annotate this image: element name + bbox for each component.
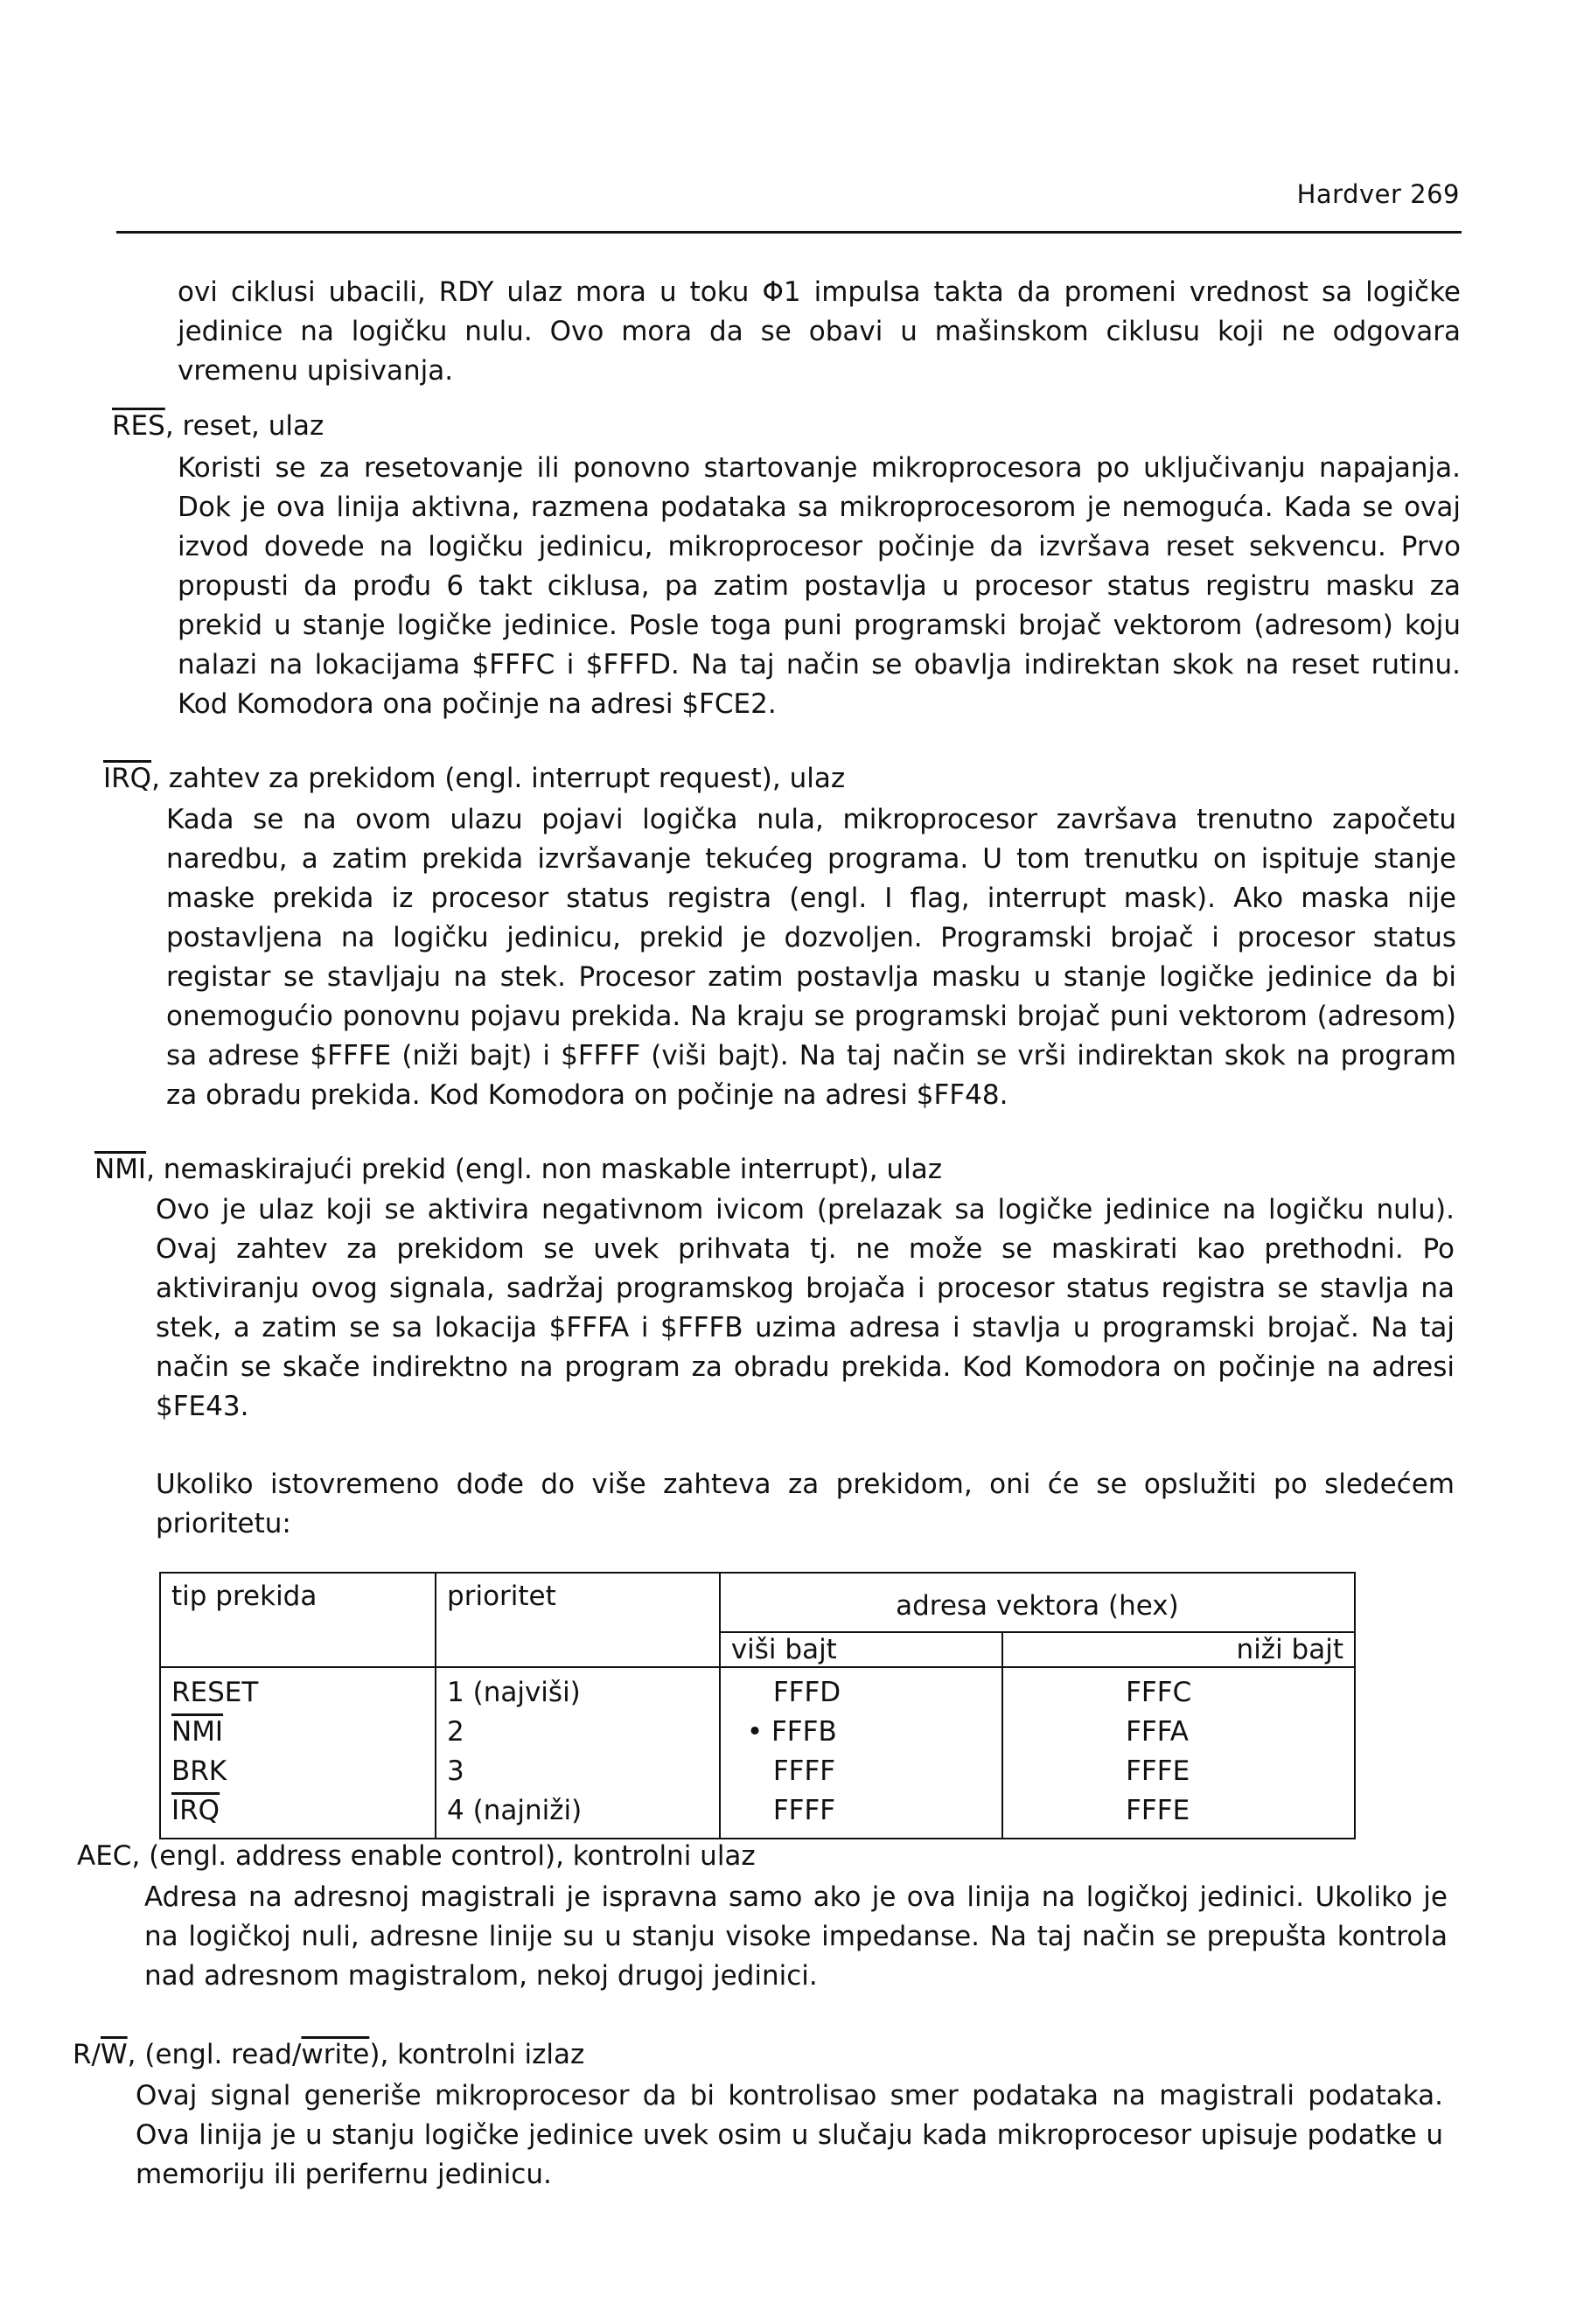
row-priority: 3 — [436, 1752, 720, 1791]
row-type: RESET — [160, 1667, 436, 1713]
row-priority: 4 (najniži) — [436, 1791, 720, 1839]
res-heading-text: , reset, ulaz — [164, 410, 324, 442]
col-priority-header: prioritet — [436, 1573, 720, 1667]
col-vector-header: adresa vektora (hex) — [720, 1573, 1355, 1632]
nmi-heading — [94, 1150, 942, 1190]
col-type-header: tip prekida — [160, 1573, 436, 1667]
row-type: $\overline{NMI}$ — [160, 1713, 436, 1752]
aec-heading: AEC, (engl. address enable control), kontrolni ulaz — [77, 1840, 756, 1872]
irq-paragraph: Kada se na ovom ulazu pojavi logička nula, mikroprocesor završava trenutno započetu naredbu, a zatim prekida izvršavanje tekućeg programa. U tom trenutku on ispituje stanje maske prekida iz procesor status registra (engl. I flag, interrupt mask). Ako maska nije postavljena na logičku jedinicu, prekid je dozvoljen. Programski brojač i procesor status registar se stavljaju na stek. Procesor zatim postavlja masku u stanje logičke jedinice da bi onemogućio ponovnu pojavu prekida. Na kraju se programski brojač puni vektorom (adresom) sa adrese $FFFE (niži bajt) i $FFFF (viši bajt). Na taj način se vrši indirektan skok na program za obradu prekida. Kod Komodora on počinje na adresi $FF48. — [166, 804, 1456, 1111]
aec-paragraph: Adresa na adresnoj magistrali je ispravna samo ako je ova linija na logičkoj jedinici. Ukoliko je na logičkoj nuli, adresne linije su u stanju visoke impedanse. Na taj način se prepušta kontrola nad adresnom magistralom, nekoj drugoj jedinici. — [144, 1881, 1448, 1992]
row-high: FFFD — [720, 1667, 1002, 1713]
table-row — [160, 1667, 1355, 1713]
res-signal: $\overline{RES}$ — [112, 410, 165, 442]
row-type: $\overline{IRQ}$ — [160, 1791, 436, 1839]
priority-intro: Ukoliko istovremeno dođe do više zahteva za prekidom, oni će se opslužiti po sledećem prioritetu: — [156, 1469, 1455, 1539]
row-high: • FFFB — [720, 1713, 1002, 1752]
col-low-header: niži bajt — [1002, 1632, 1355, 1667]
row-low: FFFE — [1002, 1791, 1355, 1839]
intro-paragraph: ovi ciklusi ubacili, RDY ulaz mora u toku Φ1 impulsa takta da promeni vrednost sa logičke jedinice na logičku nulu. Ovo mora da se obavi u mašinskom ciklusu koji ne odgovara vremenu upisivanja. — [178, 276, 1461, 387]
irq-signal: $\overline{IRQ}$ — [103, 763, 152, 794]
res-paragraph: Koristi se za resetovanje ili ponovno startovanje mikroprocesora po uključivanju napajanja. Dok je ova linija aktivna, razmena podataka sa mikroprocesorom je nemoguća. Kada se ovaj izvod dovede na logičku jedinicu, mikroprocesor počinje da izvršava reset sekvencu. Prvo propusti da prođu 6 takt ciklusa, pa zatim postavlja u procesor status registru masku za prekid u stanje logičke jedinice. Posle toga puni programski brojač vektorom (adresom) koju nalazi na lokacijama $FFFC i $FFFD. Na taj način se obavlja indirektan skok na reset rutinu. Kod Komodora ona počinje na adresi $FCE2. — [178, 452, 1461, 720]
rw-paragraph: Ovaj signal generiše mikroprocesor da bi kontrolisao smer podataka na magistrali podataka. Ova linija je u stanju logičke jedinice uvek osim u slučaju kada mikroprocesor upisuje podatke u memoriju ili perifernu jedinicu. — [136, 2080, 1443, 2190]
res-heading — [112, 407, 324, 446]
running-head: Hardver 269 — [1296, 179, 1460, 209]
row-high: FFFF — [720, 1752, 1002, 1791]
rw-heading: $R/\overline{W}$, (engl. read/write), kontrolni izlaz — [73, 2039, 585, 2070]
nmi-signal: $\overline{NMI}$ — [94, 1154, 147, 1185]
table-row — [160, 1713, 1355, 1752]
row-low: FFFA — [1002, 1713, 1355, 1752]
priority-table — [159, 1572, 1356, 1839]
row-priority: 1 (najviši) — [436, 1667, 720, 1713]
nmi-paragraph: Ovo je ulaz koji se aktivira negativnom ivicom (prelazak sa logičke jedinice na logičku nulu). Ovaj zahtev za prekidom se uvek prihvata tj. ne može se maskirati kao prethodni. Po aktiviranju ovog signala, sadržaj programskog brojača i procesor status registra se stavlja na stek, a zatim se sa lokacija $FFFA i $FFFB uzima adresa i stavlja u programski brojač. Na taj način se skače indirektno na program za obradu prekida. Kod Komodora on počinje na adresi $FE43. — [156, 1194, 1455, 1422]
irq-heading — [103, 759, 845, 799]
table-row — [160, 1791, 1355, 1839]
row-high: FFFF — [720, 1791, 1002, 1839]
nmi-heading-text: , nemaskirajući prekid (engl. non maskable interrupt), ulaz — [146, 1154, 942, 1185]
table-row — [160, 1752, 1355, 1791]
row-low: FFFE — [1002, 1752, 1355, 1791]
row-type: BRK — [160, 1752, 436, 1791]
col-high-header: viši bajt — [720, 1632, 1002, 1667]
row-low: FFFC — [1002, 1667, 1355, 1713]
irq-heading-text: , zahtev za prekidom (engl. interrupt request), ulaz — [151, 763, 846, 794]
row-priority: 2 — [436, 1713, 720, 1752]
header-rule — [116, 231, 1462, 234]
